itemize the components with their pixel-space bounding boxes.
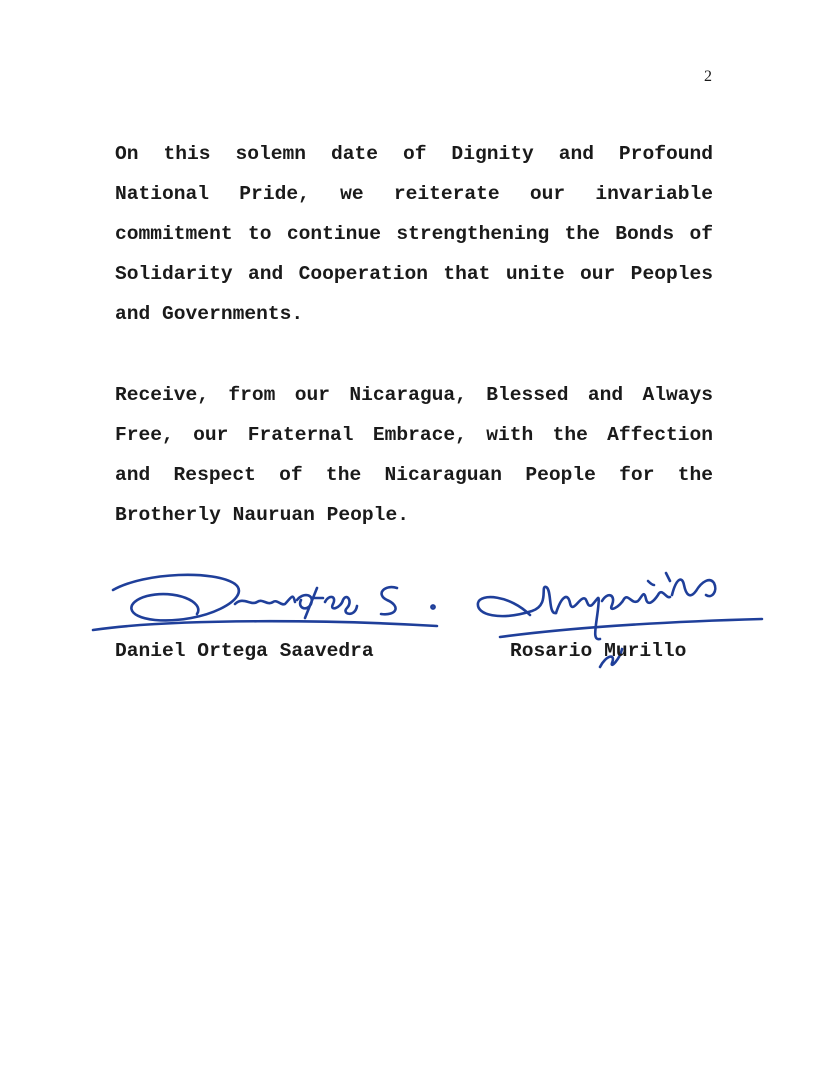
ortega-signature <box>85 562 445 642</box>
letter-paragraph-2: Receive, from our Nicaragua, Blessed and Always Free, our Fraternal Embrace, with the Affection and Respect of the Nicaraguan People for the Brotherly Nauruan People. <box>115 384 713 526</box>
page-number: 2 <box>704 68 712 85</box>
letter-paragraph-1: On this solemn date of Dignity and Profound National Pride, we reiterate our invariable commitment to continue strengthening the Bonds of Solidarity and Cooperation that unite our Peoples and Governments. <box>115 143 713 325</box>
signer-name-ortega: Daniel Ortega Saavedra <box>115 640 374 662</box>
signer-name-murillo: Rosario Murillo <box>510 640 687 662</box>
